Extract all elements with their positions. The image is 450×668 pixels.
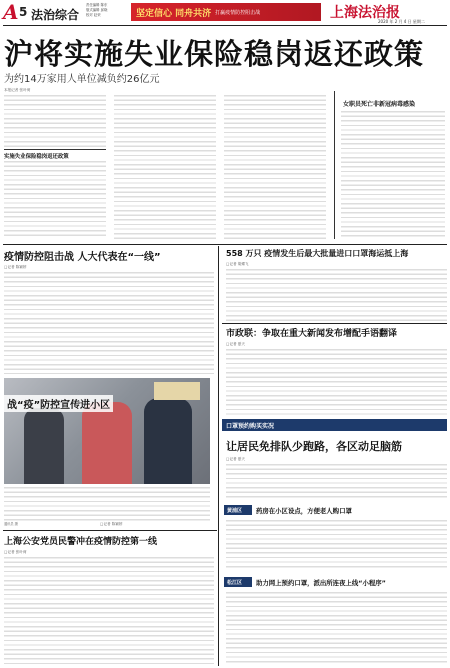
lead-box [4, 149, 106, 159]
banner-slogan: 坚定信心 同舟共济 [136, 8, 212, 19]
story-8-body [226, 592, 447, 665]
column-divider [218, 246, 219, 666]
divider [222, 323, 447, 324]
editor-line: 版式编辑 邱晓 [86, 8, 108, 13]
lead-col-4-box [334, 91, 447, 239]
story-5-kicker-box [222, 419, 447, 431]
section-title: 法治综合 [31, 8, 80, 22]
col4-body [341, 111, 445, 237]
lead-byline: 本报记者 张叶荷 [4, 88, 31, 92]
page-number: 5 [19, 5, 28, 19]
story-4-caption: 通讯员 摄 [4, 522, 18, 526]
story-8-headline: 助力网上预约口罩，派出所连夜上线“小程序” [256, 579, 386, 587]
banner-sub: 打赢疫情防控阻击战 [215, 9, 261, 16]
photo-figure-center [82, 402, 132, 484]
photo-figure-left [24, 408, 64, 484]
banner [131, 3, 321, 21]
header-rule [3, 25, 447, 26]
story-5-body [226, 464, 447, 500]
col4-headline: 女职员死亡非新冠病毒感染 [343, 101, 416, 108]
story-6-headline: 上海公安党员民警冲在疫情防控第一线 [4, 537, 158, 547]
story-7-headline: 药房在小区设点，方便老人购口罩 [256, 507, 352, 515]
photo-figure-right [144, 398, 192, 484]
page-letter: A [3, 0, 19, 24]
lead-headline: 沪将实施失业保险稳岗返还政策 [4, 37, 425, 71]
story-3-body [226, 349, 447, 417]
page-badge [3, 2, 29, 24]
lead-col-3 [224, 95, 326, 239]
photo-sign [154, 382, 200, 400]
story-3-byline: □记者 夏天 [226, 342, 245, 346]
story-1-headline: 疫情防控阻击战 人大代表在“一线” [4, 252, 161, 263]
lead-col-1 [4, 95, 106, 147]
story-7-tag-text: 黄浦区 [227, 508, 243, 514]
story-4-headline: 战“疫”防控宣传进小区 [4, 395, 113, 412]
editor-line: 校对 赵荣 [86, 13, 101, 18]
story-4-photo [4, 378, 210, 484]
story-2-body [226, 269, 447, 321]
lead-body [4, 95, 447, 242]
story-1-byline: □记者 陈颖婷 [4, 265, 27, 269]
lead-box-title: 实施失业保险稳岗返还政策 [4, 154, 69, 160]
lead-subhead: 为约14万家用人单位减负约26亿元 [4, 74, 160, 85]
lead-col-2 [114, 95, 216, 239]
story-5-headline: 让居民免排队少跑路，各区动足脑筋 [226, 440, 402, 453]
story-3-headline: 市政联：争取在重大新闻发布增配手语翻译 [226, 329, 398, 339]
lead-col-1b [4, 161, 106, 239]
story-1-body [4, 272, 214, 374]
story-5-kicker: 口罩预约购买实况 [226, 423, 275, 430]
paper-logo: 上海法治报 [330, 5, 400, 21]
story-4-byline: □记者 陈颖婷 [100, 522, 123, 526]
story-2-headline: 558 万只 疫情发生后最大批量进口口罩海运抵上海 [226, 249, 409, 258]
story-7-body [226, 520, 447, 570]
story-8-tag [224, 577, 252, 587]
issue-date: 2020 年 2 月 4 日 星期二 [378, 19, 425, 24]
story-6-body [4, 557, 214, 665]
story-7-tag [224, 505, 252, 515]
divider [3, 530, 217, 531]
story-4-body [4, 487, 210, 521]
story-5-byline: □记者 夏天 [226, 457, 245, 461]
editor-credits [86, 3, 107, 19]
story-8-tag-text: 松江区 [227, 580, 243, 586]
editor-line: 责任编辑 陈东 [86, 3, 108, 7]
story-6-byline: □记者 张叶荷 [4, 550, 27, 554]
header [0, 0, 450, 27]
story-2-byline: □记者 胡蝶飞 [226, 262, 249, 266]
divider [3, 244, 447, 245]
